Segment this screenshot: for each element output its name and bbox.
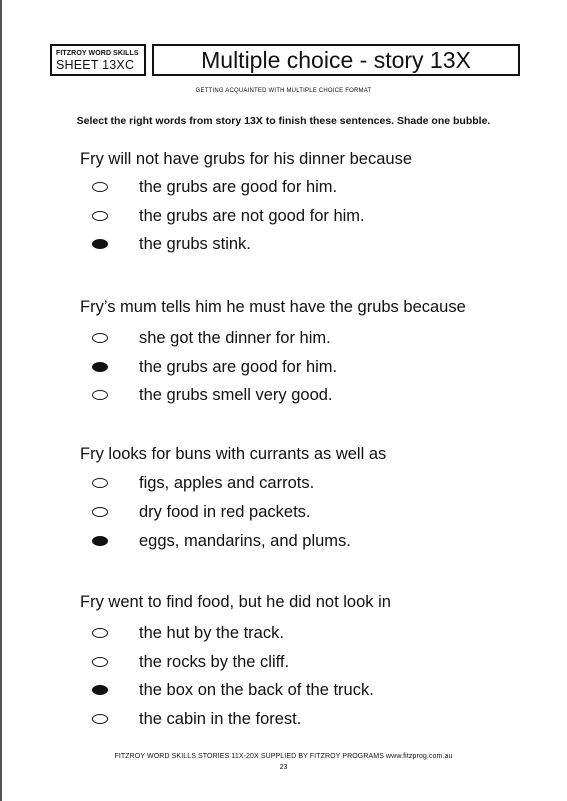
question-text: Fry looks for buns with currants as well as [80,445,387,463]
option-text: eggs, mandarins, and plums. [139,531,351,550]
option-text: the grubs stink. [139,234,251,253]
option-4a[interactable] [80,621,284,645]
worksheet-header [50,44,520,80]
option-text: the hut by the track. [139,623,284,642]
subtitle: GETTING ACQUAINTED WITH MULTIPLE CHOICE FORMAT [195,88,372,94]
sheet-id: SHEET 13XC [56,57,135,72]
answer-bubble[interactable] [92,182,108,192]
option-text: she got the dinner for him. [139,328,331,347]
option-text: the grubs are not good for him. [139,206,365,225]
option-text: the grubs smell very good. [139,385,333,404]
answer-bubble[interactable] [92,211,108,221]
answer-bubble[interactable] [92,685,108,695]
brand-box [50,44,146,76]
question-4 [80,590,550,728]
option-text: the cabin in the forest. [139,709,302,728]
answer-bubble[interactable] [92,536,108,546]
option-text: figs, apples and carrots. [139,473,315,492]
option-4b[interactable] [80,650,289,674]
question-text: Fry went to find food, but he did not look in [80,593,391,611]
option-2b[interactable] [80,355,337,379]
question-text: Fry’s mum tells him he must have the grubs because [80,298,466,316]
option-1a[interactable] [80,175,337,199]
page-title: Multiple choice - story 13X [152,44,520,76]
option-1b[interactable] [80,204,365,228]
answer-bubble[interactable] [92,507,108,517]
answer-bubble[interactable] [92,390,108,400]
option-4c[interactable] [80,678,374,702]
page-number: 23 [279,764,288,771]
question-3 [80,442,550,550]
answer-bubble[interactable] [92,239,108,249]
option-text: the box on the back of the truck. [139,680,374,699]
question-text: Fry will not have grubs for his dinner because [80,150,412,168]
option-1c[interactable] [80,232,251,256]
option-text: the grubs are good for him. [139,177,338,196]
option-text: the rocks by the cliff. [139,652,290,671]
footer-credit: FITZROY WORD SKILLS STORIES 11X-20X SUPPLIED BY FITZROY PROGRAMS www.fitzprog.com.au [114,753,453,760]
answer-bubble[interactable] [92,333,108,343]
option-3c[interactable] [80,529,351,553]
option-text: the grubs are good for him. [139,357,338,376]
brand-name: FITZROY WORD SKILLS [56,49,139,57]
answer-bubble[interactable] [92,714,108,724]
option-text: dry food in red packets. [139,502,311,521]
question-1 [80,147,550,253]
answer-bubble[interactable] [92,628,108,638]
option-3b[interactable] [80,500,311,524]
option-2c[interactable] [80,383,333,407]
answer-bubble[interactable] [92,657,108,667]
question-2 [80,295,550,404]
answer-bubble[interactable] [92,362,108,372]
instructions: Select the right words from story 13X to finish these sentences. Shade one bubble. [76,115,491,127]
option-2a[interactable] [80,326,331,350]
answer-bubble[interactable] [92,478,108,488]
option-3a[interactable] [80,471,314,495]
option-4d[interactable] [80,707,301,731]
